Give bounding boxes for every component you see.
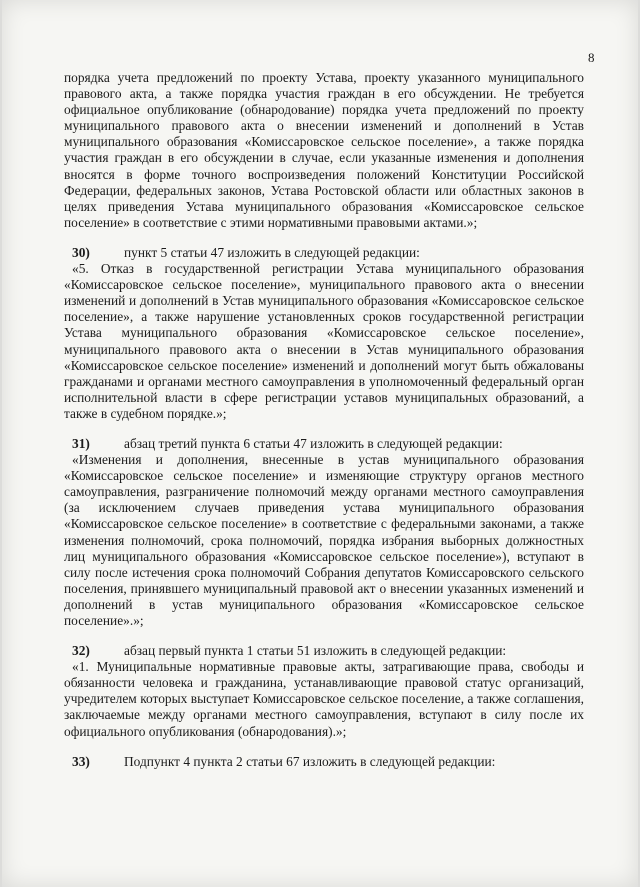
item-30-heading-text: пункт 5 статьи 47 изложить в следующей редакции: (124, 244, 420, 260)
document-body (64, 70, 584, 770)
item-30-heading (64, 245, 584, 261)
page-number: 8 (588, 50, 595, 65)
item-30-text: «5. Отказ в государственной регистрации Устава муниципального образования «Комиссаровское сельское поселение», муниципального правового акта о внесении изменений и дополнений в Устав муниципального образования «Комиссаровское сельское поселение», а также нарушение установленных сроков государственной регистрации Устава муниципального образования «Комиссаровское сельское поселение», муниципального правового акта о внесении в Устав муниципального образования «Комиссаровское сельское поселение» изменений и дополнений могут быть обжалованы гражданами и органами местного самоуправления в уполномоченный федеральный орган исполнительной власти в сфере регистрации уставов муниципальных образований, а также в судебном порядке.»; (64, 261, 584, 421)
item-30-number: 30) (72, 244, 90, 260)
intro-paragraph: порядка учета предложений по проекту Устава, проекту указанного муниципального правового акта, а также порядка участия граждан в его обсуждении. Не требуется официальное опубликование (обнародование) порядка учета предложений по проекту муниципального правового акта о внесении изменений и дополнений в Устав муниципального образования «Комиссаровское сельское поселение», а также порядка участия граждан в его обсуждении в случае, если указанные изменения и дополнения вносятся в форме точного воспроизведения положений Конституции Российской Федерации, федеральных законов, Устава Ростовской области или областных законов в целях приведения Устава муниципального образования «Комиссаровское сельское поселение» в соответствие с этими нормативными правовыми актами.»; (64, 70, 584, 230)
item-31-heading-text: абзац третий пункта 6 статьи 47 изложить в следующей редакции: (124, 435, 503, 451)
item-32-heading (64, 643, 584, 659)
item-33-heading-text: Подпункт 4 пункта 2 статьи 67 изложить в следующей редакции: (124, 753, 496, 769)
item-31-number: 31) (72, 435, 90, 451)
item-31-heading (64, 436, 584, 452)
document-page (2, 0, 638, 887)
item-32-text: «1. Муниципальные нормативные правовые акты, затрагивающие права, свободы и обязанности человека и гражданина, устанавливающие правовой статус организаций, учредителем которых выступает Комиссаровское сельское поселение, а также соглашения, заключаемые между органами местного самоуправления, вступают в силу после их официального опубликования (обнародования).»; (64, 659, 584, 739)
item-33-number: 33) (72, 753, 90, 769)
item-32-heading-text: абзац первый пункта 1 статьи 51 изложить в следующей редакции: (124, 643, 507, 659)
item-33-heading (64, 754, 584, 770)
item-31-text: «Изменения и дополнения, внесенные в устав муниципального образования «Комиссаровское сельское поселение» и изменяющие структуру органов местного самоуправления, разграничение полномочий между органами местного самоуправления (за исключением случаев приведения устава муниципального образования «Комиссаровское сельское поселение» в соответствие с федеральными законами, а также изменения полномочий, срока полномочий, порядка избрания выборных должностных лиц муниципального образования «Комиссаровское сельское поселение»), вступают в силу после истечения срока полномочий Собрания депутатов Комиссаровского сельского поселения, принявшего муниципальный правовой акт о внесении указанных изменений и дополнений в устав муниципального образования «Комиссаровское сельское поселение».»; (64, 452, 584, 628)
item-32-number: 32) (72, 643, 90, 659)
